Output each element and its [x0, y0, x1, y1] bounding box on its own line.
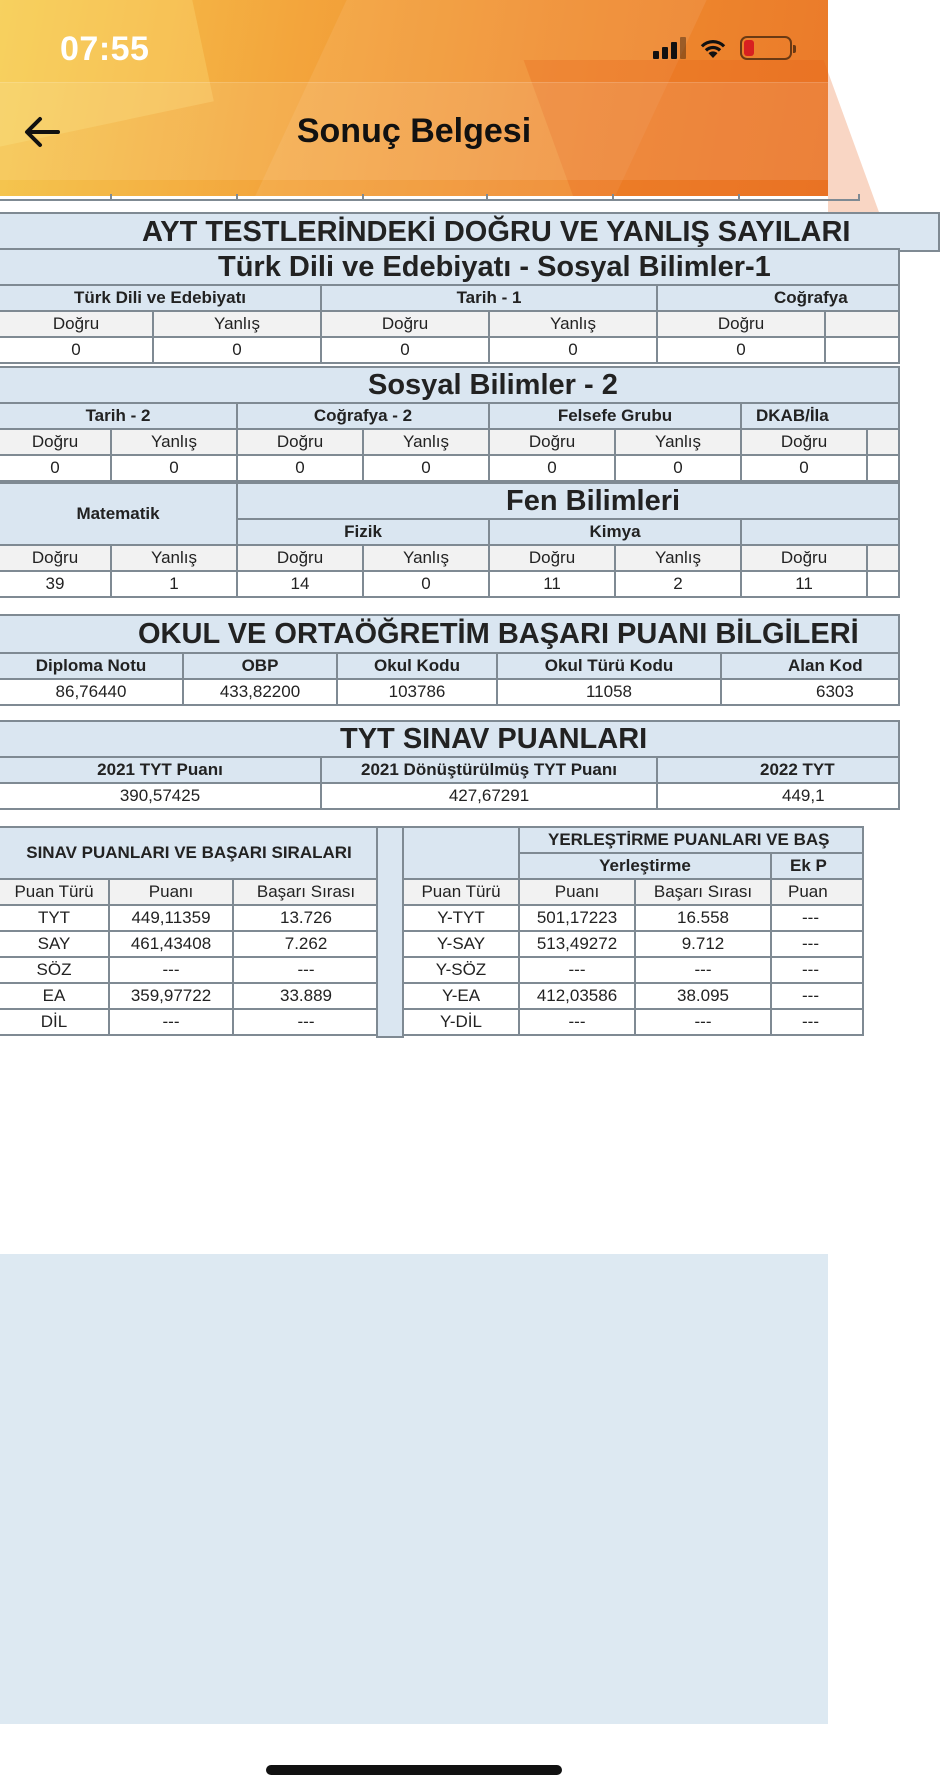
app-header — [0, 0, 828, 196]
label-dogru: Doğru — [741, 545, 867, 571]
label-dogru: Doğru — [237, 545, 363, 571]
value-cell: 0 — [237, 455, 363, 481]
value-cell: 0 — [0, 337, 153, 363]
header-puan-turu: Puan Türü — [0, 879, 109, 905]
yerlestirme-title: YERLEŞTİRME PUANLARI VE BAŞ — [519, 827, 863, 853]
header-okul-kodu: Okul Kodu — [337, 653, 497, 679]
label-yanlis: Yanlış — [111, 545, 237, 571]
label-dogru: Doğru — [0, 311, 153, 337]
fen-title: Fen Bilimleri — [237, 483, 899, 519]
label-dogru: Doğru — [741, 429, 867, 455]
sinav-title: SINAV PUANLARI VE BAŞARI SIRALARI — [0, 827, 379, 879]
label-yanlis: Yanlış — [615, 545, 741, 571]
subject-dkab: DKAB/İla — [741, 403, 899, 429]
wifi-icon — [698, 37, 728, 59]
table-row: Y-DİL --- --- --- — [403, 1009, 863, 1035]
value-cell: 11 — [741, 571, 867, 597]
value-cell: 0 — [0, 455, 111, 481]
subject-matematik: Matematik — [0, 483, 237, 545]
header-puan-turu: Puan Türü — [403, 879, 519, 905]
previous-table-stub — [0, 194, 860, 201]
value-cell: 11058 — [497, 679, 721, 705]
yerlestirme-table — [402, 826, 864, 1036]
value-cell: 11 — [489, 571, 615, 597]
label-dogru: Doğru — [0, 545, 111, 571]
value-cell: 427,67291 — [321, 783, 657, 809]
value-cell: 0 — [153, 337, 321, 363]
cellular-signal-icon — [653, 37, 686, 59]
tyt-title: TYT SINAV PUANLARI — [0, 721, 899, 757]
ayt-title: AYT TESTLERİNDEKİ DOĞRU VE YANLIŞ SAYILARI — [0, 213, 939, 251]
value-cell: 14 — [237, 571, 363, 597]
table-row: SAY 461,43408 7.262 — [0, 931, 379, 957]
mat-fen-table — [0, 482, 900, 598]
table-divider — [376, 826, 404, 1038]
status-icons — [653, 36, 792, 60]
table-row: TYT 449,11359 13.726 — [0, 905, 379, 931]
label-yanlis: Yanlış — [153, 311, 321, 337]
page-title: Sonuç Belgesi — [296, 112, 532, 150]
table-row: Y-TYT 501,17223 16.558 --- — [403, 905, 863, 931]
header-alan-kodu: Alan Kod — [721, 653, 899, 679]
tde-sb1-table — [0, 248, 900, 364]
value-cell: 39 — [0, 571, 111, 597]
header-puani: Puanı — [109, 879, 233, 905]
obp-table — [0, 614, 900, 706]
table-row: EA 359,97722 33.889 — [0, 983, 379, 1009]
value-cell: 0 — [363, 571, 489, 597]
battery-icon — [740, 36, 792, 60]
table-row: DİL --- --- — [0, 1009, 379, 1035]
header-basari-sirasi: Başarı Sırası — [233, 879, 379, 905]
value-cell: 0 — [489, 337, 657, 363]
subject-felsefe: Felsefe Grubu — [489, 403, 741, 429]
label-yanlis: Yanlış — [363, 429, 489, 455]
subject-cografya: Coğrafya — [657, 285, 899, 311]
ayt-table — [0, 212, 940, 252]
value-cell: 0 — [363, 455, 489, 481]
table-row: Y-EA 412,03586 38.095 --- — [403, 983, 863, 1009]
subject-kimya: Kimya — [489, 519, 741, 545]
header-puani: Puanı — [519, 879, 635, 905]
table-row: Y-SÖZ --- --- --- — [403, 957, 863, 983]
value-cell: 0 — [321, 337, 489, 363]
label-dogru: Doğru — [657, 311, 825, 337]
value-cell: 6303 — [721, 679, 899, 705]
value-cell: 0 — [489, 455, 615, 481]
sb2-table — [0, 366, 900, 482]
label-yanlis: Yanlış — [615, 429, 741, 455]
empty-area — [0, 1254, 828, 1724]
value-cell: 449,1 — [657, 783, 899, 809]
table-row: Y-SAY 513,49272 9.712 --- — [403, 931, 863, 957]
label-dogru: Doğru — [321, 311, 489, 337]
value-cell: 0 — [615, 455, 741, 481]
value-cell: 103786 — [337, 679, 497, 705]
value-cell: 0 — [657, 337, 825, 363]
label-dogru: Doğru — [489, 429, 615, 455]
label-dogru: Doğru — [0, 429, 111, 455]
header-okul-turu-kodu: Okul Türü Kodu — [497, 653, 721, 679]
header-obp: OBP — [183, 653, 337, 679]
value-cell: 390,57425 — [0, 783, 321, 809]
header-ek-puan: Puan — [771, 879, 863, 905]
tyt-table — [0, 720, 900, 810]
subject-fizik: Fizik — [237, 519, 489, 545]
subject-tde: Türk Dili ve Edebiyatı — [0, 285, 321, 311]
ek-puan-header: Ek P — [771, 853, 863, 879]
header-2021-donusturulmus: 2021 Dönüştürülmüş TYT Puanı — [321, 757, 657, 783]
yerlestirme-sub: Yerleştirme — [519, 853, 771, 879]
subject-tarih-1: Tarih - 1 — [321, 285, 657, 311]
obp-title: OKUL VE ORTAÖĞRETİM BAŞARI PUANI BİLGİLERİ — [0, 615, 899, 653]
value-cell: 2 — [615, 571, 741, 597]
label-yanlis: Yanlış — [111, 429, 237, 455]
tde-sb1-title: Türk Dili ve Edebiyatı - Sosyal Bilimler-1 — [0, 249, 899, 285]
result-document — [0, 196, 863, 1254]
subject-cografya-2: Coğrafya - 2 — [237, 403, 489, 429]
label-yanlis: Yanlış — [489, 311, 657, 337]
subject-tarih-2: Tarih - 2 — [0, 403, 237, 429]
value-cell: 433,82200 — [183, 679, 337, 705]
sinav-puanlari-table — [0, 826, 380, 1036]
header-2022-tyt: 2022 TYT — [657, 757, 899, 783]
header-diploma-notu: Diploma Notu — [0, 653, 183, 679]
label-dogru: Doğru — [237, 429, 363, 455]
sb2-title: Sosyal Bilimler - 2 — [0, 367, 899, 403]
home-indicator[interactable] — [266, 1765, 562, 1775]
label-yanlis: Yanlış — [363, 545, 489, 571]
value-cell: 1 — [111, 571, 237, 597]
value-cell: 0 — [741, 455, 867, 481]
status-time: 07:55 — [60, 30, 150, 68]
header-2021-tyt: 2021 TYT Puanı — [0, 757, 321, 783]
label-dogru: Doğru — [489, 545, 615, 571]
value-cell: 86,76440 — [0, 679, 183, 705]
header-basari-sirasi: Başarı Sırası — [635, 879, 771, 905]
value-cell: 0 — [111, 455, 237, 481]
table-row: SÖZ --- --- — [0, 957, 379, 983]
